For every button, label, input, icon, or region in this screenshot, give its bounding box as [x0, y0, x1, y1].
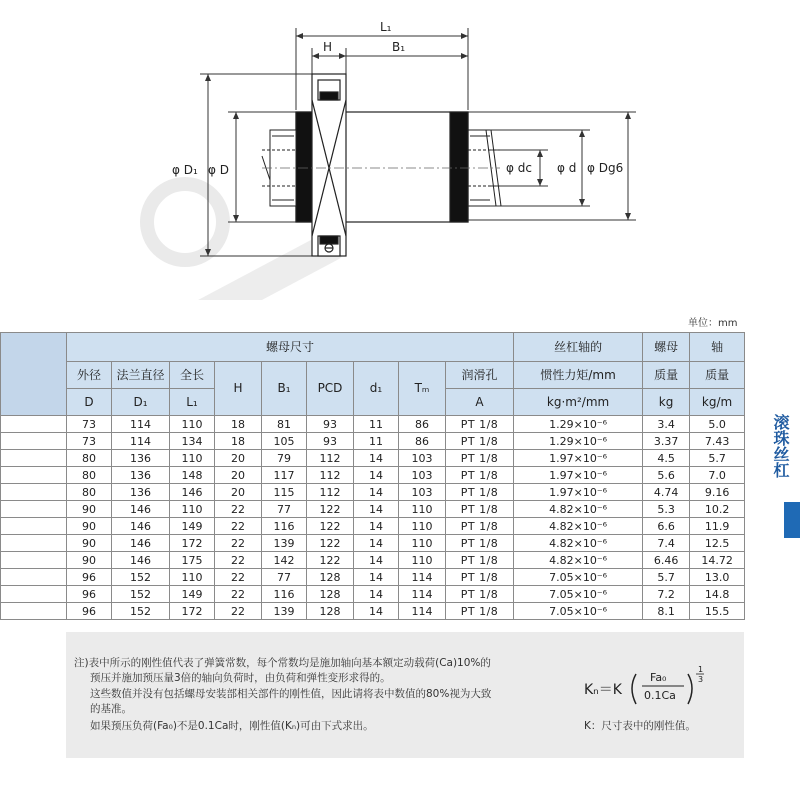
model-cell	[1, 467, 67, 484]
cell-b1: 115	[262, 484, 307, 501]
col-D1: D₁	[112, 389, 170, 416]
table-row	[1, 467, 745, 484]
cell-d: 90	[67, 535, 112, 552]
note-line-3: 这些数值并没有包括螺母安装部相关部件的刚性值，因此请将表中数值的80%视为大致	[90, 688, 492, 700]
cell-a: PT 1/8	[446, 501, 514, 518]
cell-b1: 139	[262, 535, 307, 552]
table-row	[1, 450, 745, 467]
cell-shaft: 5.7	[690, 450, 745, 467]
cell-l1: 172	[170, 535, 215, 552]
cell-a: PT 1/8	[446, 518, 514, 535]
unit-label: 单位：mm	[688, 318, 738, 329]
shaft-mass-header: 轴	[690, 333, 745, 362]
cell-inertia: 4.82×10⁻⁶	[514, 518, 643, 535]
cell-tw: 103	[399, 484, 446, 501]
cell-a: PT 1/8	[446, 416, 514, 433]
cell-tw: 110	[399, 535, 446, 552]
nut-dimensions-header: 螺母尺寸	[67, 333, 514, 362]
col-D: D	[67, 389, 112, 416]
model-cell	[1, 569, 67, 586]
table-row	[1, 586, 745, 603]
cell-l1: 148	[170, 467, 215, 484]
cell-pcd: 122	[307, 535, 354, 552]
cell-l1: 146	[170, 484, 215, 501]
col-title-od: 外径	[67, 362, 112, 389]
cell-d: 96	[67, 569, 112, 586]
dim-L1: L₁	[380, 20, 392, 34]
model-cell	[1, 501, 67, 518]
model-column-header	[1, 333, 67, 416]
cell-tw: 114	[399, 569, 446, 586]
cell-pcd: 122	[307, 552, 354, 569]
cell-b1: 79	[262, 450, 307, 467]
col-d1: d₁	[354, 362, 399, 416]
table-row	[1, 518, 745, 535]
cell-tw: 103	[399, 467, 446, 484]
cell-nut: 6.6	[643, 518, 690, 535]
cell-inertia: 1.97×10⁻⁶	[514, 467, 643, 484]
cell-shaft: 14.8	[690, 586, 745, 603]
cell-d1: 146	[112, 552, 170, 569]
table-row	[1, 535, 745, 552]
section-side-title: 滚珠丝杠	[771, 414, 790, 478]
cell-pcd: 128	[307, 569, 354, 586]
cell-nut: 3.37	[643, 433, 690, 450]
cell-a: PT 1/8	[446, 569, 514, 586]
col-H: H	[215, 362, 262, 416]
cell-a: PT 1/8	[446, 467, 514, 484]
col-A: A	[446, 389, 514, 416]
cell-d1: 11	[354, 416, 399, 433]
cell-nut: 5.6	[643, 467, 690, 484]
cell-d1: 14	[354, 501, 399, 518]
dim-phi-D1: φ D₁	[172, 163, 198, 177]
cell-b1: 116	[262, 586, 307, 603]
cell-h: 22	[215, 535, 262, 552]
cell-d: 80	[67, 467, 112, 484]
cell-l1: 110	[170, 501, 215, 518]
cell-tw: 86	[399, 416, 446, 433]
cell-l1: 175	[170, 552, 215, 569]
cell-l1: 172	[170, 603, 215, 620]
cell-shaft: 11.9	[690, 518, 745, 535]
note-line-2: 预压并施加预压量3倍的轴向负荷时，由负荷和弹性变形求得的。	[90, 672, 391, 684]
cell-d: 90	[67, 501, 112, 518]
cell-d1: 14	[354, 586, 399, 603]
cell-h: 18	[215, 416, 262, 433]
cell-d1: 14	[354, 467, 399, 484]
col-title-lube: 润滑孔	[446, 362, 514, 389]
cell-a: PT 1/8	[446, 450, 514, 467]
inertia-unit: kg·m²/mm	[514, 389, 643, 416]
model-cell	[1, 416, 67, 433]
inertia-header-2: 惯性力矩/mm	[514, 362, 643, 389]
cell-d: 73	[67, 433, 112, 450]
cell-a: PT 1/8	[446, 603, 514, 620]
cell-b1: 77	[262, 569, 307, 586]
note-line-1: 注)表中所示的刚性值代表了弹簧常数，每个常数均是施加轴向基本额定动载荷(Ca)10%的	[74, 657, 491, 669]
cell-tw: 110	[399, 501, 446, 518]
model-cell	[1, 552, 67, 569]
cell-d: 80	[67, 450, 112, 467]
cell-pcd: 122	[307, 501, 354, 518]
cell-pcd: 112	[307, 450, 354, 467]
cell-d1: 14	[354, 603, 399, 620]
cell-d1: 152	[112, 603, 170, 620]
cell-l1: 110	[170, 416, 215, 433]
model-cell	[1, 518, 67, 535]
cell-shaft: 10.2	[690, 501, 745, 518]
cell-inertia: 1.97×10⁻⁶	[514, 450, 643, 467]
cell-inertia: 7.05×10⁻⁶	[514, 586, 643, 603]
cell-h: 22	[215, 518, 262, 535]
cell-l1: 134	[170, 433, 215, 450]
cell-d1: 14	[354, 484, 399, 501]
col-Tw: Tₘ	[399, 362, 446, 416]
cell-b1: 116	[262, 518, 307, 535]
cell-tw: 86	[399, 433, 446, 450]
section-tab-marker	[784, 502, 800, 538]
cell-d1: 114	[112, 416, 170, 433]
cell-d1: 14	[354, 569, 399, 586]
cell-inertia: 4.82×10⁻⁶	[514, 552, 643, 569]
cell-pcd: 128	[307, 586, 354, 603]
cell-a: PT 1/8	[446, 586, 514, 603]
cell-inertia: 1.29×10⁻⁶	[514, 433, 643, 450]
cell-tw: 110	[399, 518, 446, 535]
cell-nut: 4.5	[643, 450, 690, 467]
col-PCD: PCD	[307, 362, 354, 416]
shaft-mass-header-2: 质量	[690, 362, 745, 389]
inertia-header: 丝杠轴的	[514, 333, 643, 362]
cell-pcd: 128	[307, 603, 354, 620]
cell-d1: 146	[112, 501, 170, 518]
cell-d1: 14	[354, 450, 399, 467]
formula-denominator: 0.1Ca	[644, 689, 676, 702]
note-line-4: 的基准。	[90, 703, 132, 715]
cell-nut: 8.1	[643, 603, 690, 620]
cell-h: 22	[215, 552, 262, 569]
model-cell	[1, 450, 67, 467]
cell-inertia: 1.97×10⁻⁶	[514, 484, 643, 501]
spec-table	[0, 332, 745, 620]
cell-nut: 7.4	[643, 535, 690, 552]
formula-lhs: Kₙ＝K	[584, 682, 622, 698]
model-cell	[1, 535, 67, 552]
table-row	[1, 552, 745, 569]
cell-shaft: 14.72	[690, 552, 745, 569]
col-title-length: 全长	[170, 362, 215, 389]
cell-b1: 117	[262, 467, 307, 484]
cell-b1: 105	[262, 433, 307, 450]
dim-phi-d: φ d	[557, 161, 577, 175]
table-row	[1, 569, 745, 586]
cell-d: 90	[67, 552, 112, 569]
cell-d1: 152	[112, 569, 170, 586]
cell-nut: 4.74	[643, 484, 690, 501]
cell-h: 20	[215, 484, 262, 501]
col-title-flange: 法兰直径	[112, 362, 170, 389]
cell-pcd: 93	[307, 416, 354, 433]
cell-inertia: 7.05×10⁻⁶	[514, 603, 643, 620]
cell-h: 22	[215, 603, 262, 620]
cell-l1: 110	[170, 569, 215, 586]
cell-d1: 11	[354, 433, 399, 450]
cell-pcd: 93	[307, 433, 354, 450]
note-line-5: 如果预压负荷(Fa₀)不是0.1Ca时，刚性值(Kₙ)可由下式求出。	[90, 720, 374, 732]
nut-mass-header: 螺母	[643, 333, 690, 362]
table-row	[1, 484, 745, 501]
cell-pcd: 112	[307, 484, 354, 501]
k-definition: K：尺寸表中的刚性值。	[584, 720, 696, 732]
cell-shaft: 12.5	[690, 535, 745, 552]
cell-a: PT 1/8	[446, 433, 514, 450]
table-row	[1, 603, 745, 620]
cell-h: 18	[215, 433, 262, 450]
rigidity-formula	[584, 664, 734, 714]
dim-B1: B₁	[392, 40, 406, 54]
cell-d1: 146	[112, 535, 170, 552]
cell-l1: 149	[170, 586, 215, 603]
cell-d1: 136	[112, 450, 170, 467]
cell-b1: 142	[262, 552, 307, 569]
cell-shaft: 5.0	[690, 416, 745, 433]
model-cell	[1, 484, 67, 501]
cell-a: PT 1/8	[446, 552, 514, 569]
cell-nut: 7.2	[643, 586, 690, 603]
cell-tw: 114	[399, 603, 446, 620]
cell-d1: 14	[354, 552, 399, 569]
cell-nut: 5.3	[643, 501, 690, 518]
cell-d: 73	[67, 416, 112, 433]
cell-shaft: 7.43	[690, 433, 745, 450]
table-row	[1, 416, 745, 433]
cell-h: 22	[215, 569, 262, 586]
cell-d1: 152	[112, 586, 170, 603]
cell-shaft: 9.16	[690, 484, 745, 501]
cell-d1: 14	[354, 535, 399, 552]
nut-mass-header-2: 质量	[643, 362, 690, 389]
cell-a: PT 1/8	[446, 484, 514, 501]
cell-h: 22	[215, 501, 262, 518]
cell-d: 96	[67, 586, 112, 603]
cell-tw: 103	[399, 450, 446, 467]
ball-screw-nut-drawing	[0, 0, 800, 300]
cell-shaft: 7.0	[690, 467, 745, 484]
dim-H: H	[323, 40, 333, 54]
cell-d: 80	[67, 484, 112, 501]
cell-inertia: 1.29×10⁻⁶	[514, 416, 643, 433]
nut-mass-unit: kg	[643, 389, 690, 416]
cell-tw: 110	[399, 552, 446, 569]
cell-d1: 114	[112, 433, 170, 450]
cell-nut: 6.46	[643, 552, 690, 569]
cell-d1: 136	[112, 484, 170, 501]
cell-inertia: 7.05×10⁻⁶	[514, 569, 643, 586]
cell-nut: 5.7	[643, 569, 690, 586]
cell-l1: 110	[170, 450, 215, 467]
cell-d1: 14	[354, 518, 399, 535]
cell-b1: 81	[262, 416, 307, 433]
model-cell	[1, 433, 67, 450]
cell-d1: 146	[112, 518, 170, 535]
formula-numerator: Fa₀	[650, 671, 667, 684]
model-cell	[1, 586, 67, 603]
col-B1: B₁	[262, 362, 307, 416]
table-row	[1, 501, 745, 518]
cell-h: 20	[215, 450, 262, 467]
cell-inertia: 4.82×10⁻⁶	[514, 501, 643, 518]
cell-l1: 149	[170, 518, 215, 535]
cell-inertia: 4.82×10⁻⁶	[514, 535, 643, 552]
cell-shaft: 13.0	[690, 569, 745, 586]
dim-phi-Dg6: φ Dg6	[587, 161, 624, 175]
cell-a: PT 1/8	[446, 535, 514, 552]
cell-d: 96	[67, 603, 112, 620]
dim-phi-dc: φ dc	[506, 161, 532, 175]
dim-phi-D: φ D	[208, 163, 229, 177]
formula-exp-den: 3	[698, 675, 704, 684]
cell-d: 90	[67, 518, 112, 535]
cell-tw: 114	[399, 586, 446, 603]
cell-pcd: 112	[307, 467, 354, 484]
cell-nut: 3.4	[643, 416, 690, 433]
cell-b1: 77	[262, 501, 307, 518]
cell-d1: 136	[112, 467, 170, 484]
col-L1: L₁	[170, 389, 215, 416]
cell-shaft: 15.5	[690, 603, 745, 620]
shaft-mass-unit: kg/m	[690, 389, 745, 416]
table-row	[1, 433, 745, 450]
formula-exp-num: 1	[698, 665, 704, 674]
model-cell	[1, 603, 67, 620]
cell-b1: 139	[262, 603, 307, 620]
cell-h: 20	[215, 467, 262, 484]
cell-pcd: 122	[307, 518, 354, 535]
cell-h: 22	[215, 586, 262, 603]
